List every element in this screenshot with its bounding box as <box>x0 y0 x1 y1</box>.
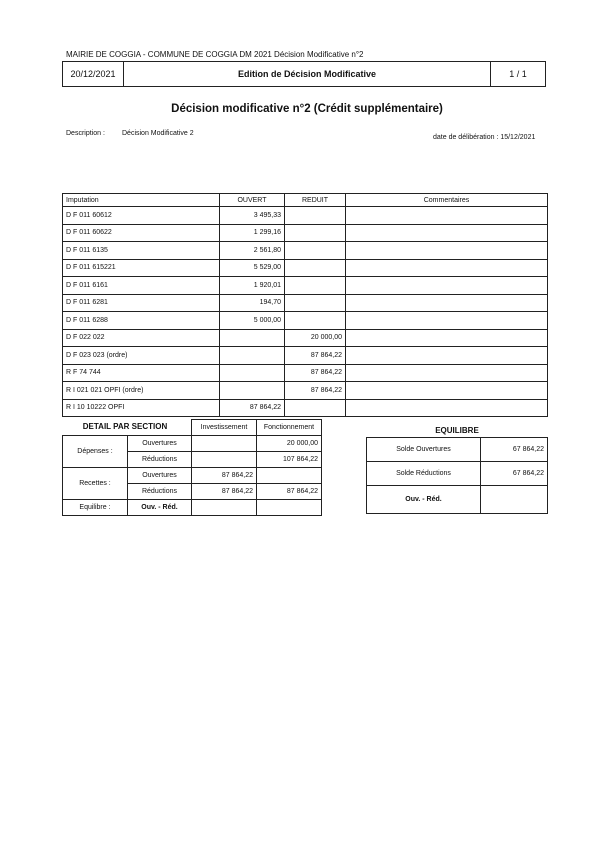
imputation-cell: D F 011 615221 <box>63 259 220 277</box>
ouvert-cell <box>220 382 285 400</box>
commentaire-cell <box>346 329 548 347</box>
imputation-cell: R F 74 744 <box>63 364 220 382</box>
imputation-cell: D F 011 6135 <box>63 242 220 260</box>
equilibre-label: Equilibre : <box>63 500 128 516</box>
reduit-cell <box>285 207 346 225</box>
page-title: Décision modificative n°2 (Crédit supplémentaire) <box>171 103 443 115</box>
commentaire-cell <box>346 207 548 225</box>
equilibre-table <box>366 437 548 514</box>
imputation-table <box>62 193 548 417</box>
reduit-cell <box>285 277 346 295</box>
reduit-cell <box>285 259 346 277</box>
commentaire-cell <box>346 224 548 242</box>
imputation-cell: R I 021 021 OPFI (ordre) <box>63 382 220 400</box>
recettes-reductions: Réductions <box>128 484 192 500</box>
commentaire-cell <box>346 294 548 312</box>
imputation-cell: D F 011 6288 <box>63 312 220 330</box>
reduit-cell: 87 864,22 <box>285 364 346 382</box>
commentaire-cell <box>346 242 548 260</box>
imputation-cell: D F 011 60612 <box>63 207 220 225</box>
table-row <box>63 364 548 382</box>
depenses-reductions: Réductions <box>128 452 192 468</box>
commentaire-cell <box>346 312 548 330</box>
rec-red-invest: 87 864,22 <box>192 484 257 500</box>
imputation-cell: D F 011 6281 <box>63 294 220 312</box>
col-ouvert: OUVERT <box>220 194 285 207</box>
reduit-cell <box>285 242 346 260</box>
recettes-label: Recettes : <box>63 468 128 500</box>
rec-red-fonct: 87 864,22 <box>257 484 322 500</box>
imputation-cell: R I 10 10222 OPFI <box>63 399 220 417</box>
reduit-cell: 20 000,00 <box>285 329 346 347</box>
solde-ouvertures-value: 67 864,22 <box>481 438 548 462</box>
detail-title: DETAIL PAR SECTION <box>82 422 168 431</box>
commentaire-cell <box>346 277 548 295</box>
equilibre-ouv-red-value <box>481 486 548 514</box>
reduit-cell <box>285 224 346 242</box>
reduit-cell <box>285 294 346 312</box>
reduit-cell: 87 864,22 <box>285 347 346 365</box>
depenses-ouvertures: Ouvertures <box>128 436 192 452</box>
ouvert-cell: 1 920,01 <box>220 277 285 295</box>
recettes-ouvertures: Ouvertures <box>128 468 192 484</box>
ouv-red-label: Ouv. - Réd. <box>128 500 192 516</box>
imputation-cell: D F 023 023 (ordre) <box>63 347 220 365</box>
dep-ouv-fonct: 20 000,00 <box>257 436 322 452</box>
solde-reductions-value: 67 864,22 <box>481 462 548 486</box>
reduit-cell <box>285 312 346 330</box>
rec-ouv-fonct <box>257 468 322 484</box>
dep-red-invest <box>192 452 257 468</box>
col-fonctionnement: Fonctionnement <box>257 420 322 436</box>
commentaire-cell <box>346 347 548 365</box>
solde-ouvertures-label: Solde Ouvertures <box>367 438 481 462</box>
commentaire-cell <box>346 364 548 382</box>
table-row <box>63 277 548 295</box>
eq-fonct <box>257 500 322 516</box>
table-row <box>63 399 548 417</box>
organization-line: MAIRIE DE COGGIA - COMMUNE DE COGGIA DM 2021 Décision Modificative n°2 <box>66 50 364 59</box>
commentaire-cell <box>346 399 548 417</box>
equilibre-ouv-red-label: Ouv. - Réd. <box>367 486 481 514</box>
ouvert-cell: 2 561,80 <box>220 242 285 260</box>
table-row <box>63 382 548 400</box>
header-bar <box>62 61 546 87</box>
description-value: Décision Modificative 2 <box>122 130 194 137</box>
col-commentaires: Commentaires <box>346 194 548 207</box>
ouvert-cell <box>220 347 285 365</box>
ouvert-cell: 5 529,00 <box>220 259 285 277</box>
rec-ouv-invest: 87 864,22 <box>192 468 257 484</box>
deliberation-date: date de délibération : 15/12/2021 <box>433 134 536 141</box>
ouvert-cell: 1 299,16 <box>220 224 285 242</box>
edition-date: 20/12/2021 <box>63 62 124 87</box>
equilibre-title: EQUILIBRE <box>435 426 479 435</box>
table-row <box>63 347 548 365</box>
detail-table <box>62 419 322 516</box>
table-row <box>63 259 548 277</box>
table-row <box>63 294 548 312</box>
ouvert-cell <box>220 329 285 347</box>
ouvert-cell: 194,70 <box>220 294 285 312</box>
ouvert-cell: 5 000,00 <box>220 312 285 330</box>
imputation-cell: D F 011 6161 <box>63 277 220 295</box>
edition-title: Edition de Décision Modificative <box>124 62 491 87</box>
reduit-cell <box>285 399 346 417</box>
depenses-label: Dépenses : <box>63 436 128 468</box>
solde-reductions-label: Solde Réductions <box>367 462 481 486</box>
eq-invest <box>192 500 257 516</box>
col-imputation: Imputation <box>63 194 220 207</box>
table-row <box>63 329 548 347</box>
table-row <box>63 207 548 225</box>
page-number: 1 / 1 <box>491 62 546 87</box>
commentaire-cell <box>346 259 548 277</box>
col-reduit: REDUIT <box>285 194 346 207</box>
table-row <box>63 242 548 260</box>
ouvert-cell <box>220 364 285 382</box>
table-row <box>63 312 548 330</box>
ouvert-cell: 87 864,22 <box>220 399 285 417</box>
dep-ouv-invest <box>192 436 257 452</box>
imputation-cell: D F 011 60622 <box>63 224 220 242</box>
ouvert-cell: 3 495,33 <box>220 207 285 225</box>
col-investissement: Investissement <box>192 420 257 436</box>
reduit-cell: 87 864,22 <box>285 382 346 400</box>
dep-red-fonct: 107 864,22 <box>257 452 322 468</box>
table-row <box>63 224 548 242</box>
commentaire-cell <box>346 382 548 400</box>
description-label: Description : <box>66 130 105 137</box>
imputation-cell: D F 022 022 <box>63 329 220 347</box>
